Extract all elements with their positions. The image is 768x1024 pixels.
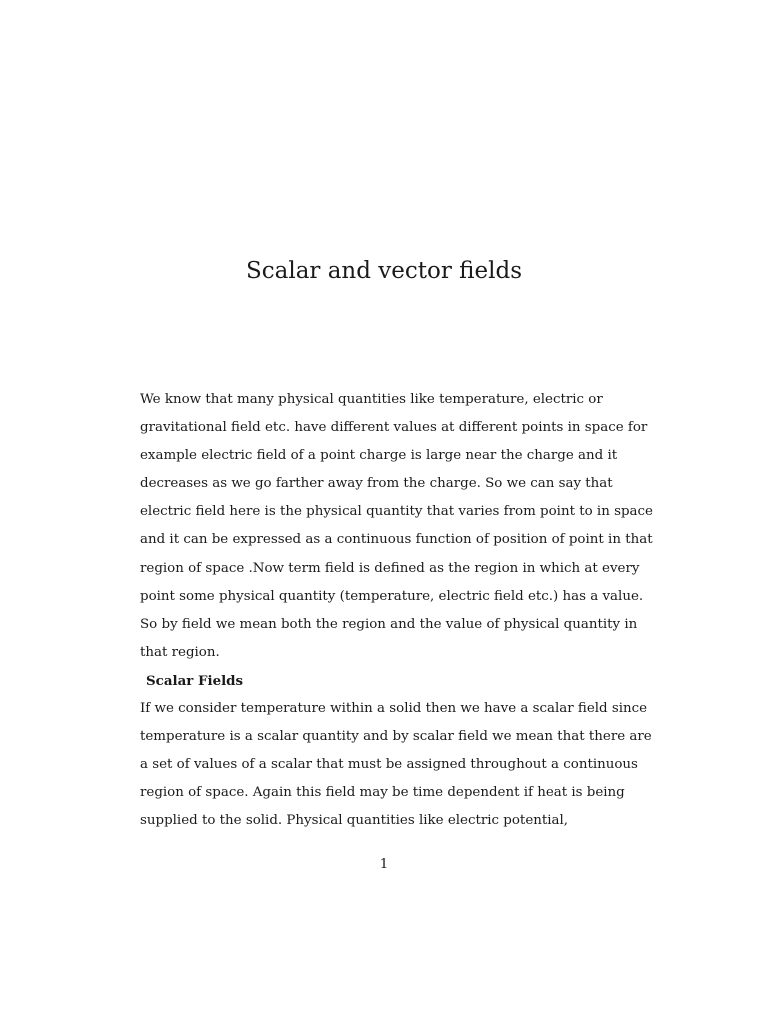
paragraph-line: temperature is a scalar quantity and by scalar field we mean that there are — [140, 729, 652, 745]
paragraph-line: decreases as we go farther away from the charge. So we can say that — [140, 476, 613, 492]
paragraph-line: If we consider temperature within a solid then we have a scalar field since — [140, 701, 648, 717]
paragraph-line: and it can be expressed as a continuous function of position of point in that — [140, 532, 653, 548]
document-body — [140, 386, 653, 836]
page-number: 1 — [379, 857, 389, 872]
paragraph-line: So by field we mean both the region and the value of physical quantity in — [140, 616, 638, 632]
section-heading: Scalar Fields — [146, 672, 244, 689]
paragraph-line: example electric field of a point charge is large near the charge and it — [140, 448, 618, 464]
paragraph-line: supplied to the solid. Physical quantities like electric potential, — [140, 813, 569, 829]
paragraph-line: electric field here is the physical quantity that varies from point to in space — [140, 504, 653, 520]
paragraph-line: We know that many physical quantities like temperature, electric or — [140, 392, 603, 407]
paragraph-line: that region. — [140, 644, 220, 660]
paragraph-line: point some physical quantity (temperature, electric field etc.) has a value. — [140, 588, 644, 604]
paragraph-line: region of space .Now term field is defined as the region in which at every — [140, 560, 640, 576]
document-title: Scalar and vector fields — [246, 258, 522, 284]
paragraph-line: a set of values of a scalar that must be assigned throughout a continuous — [140, 757, 638, 773]
paragraph-line: region of space. Again this field may be time dependent if heat is being — [140, 785, 625, 801]
paragraph-line: gravitational field etc. have different values at different points in space for — [140, 420, 648, 436]
